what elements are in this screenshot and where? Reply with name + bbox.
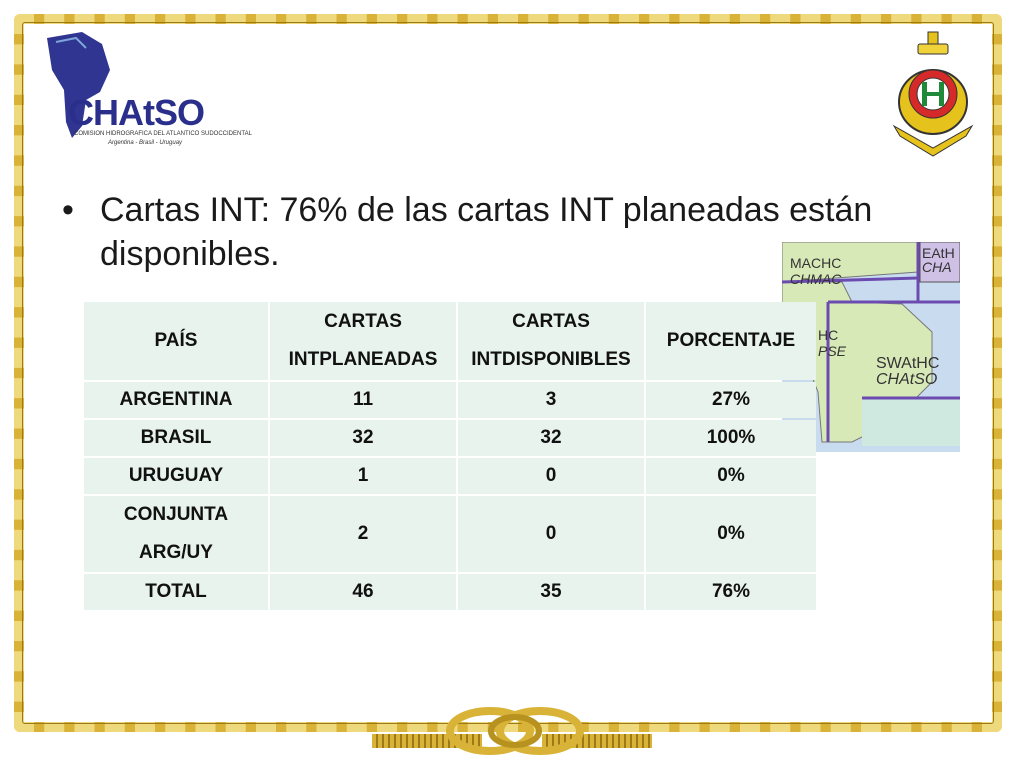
header-porcentaje: PORCENTAJE <box>646 302 816 380</box>
cell-porcentaje: 0% <box>646 458 816 494</box>
cell-planeadas: 11 <box>270 382 456 418</box>
map-label-cha: CHA <box>922 259 952 275</box>
cell-disponibles: 0 <box>458 496 644 572</box>
logo-countries: Argentina - Brasil - Uruguay <box>108 140 183 146</box>
header-planeadas: CARTAS INTPLANEADAS <box>270 302 456 380</box>
rope-knot-icon <box>440 704 590 758</box>
map-label-pse: PSE <box>818 343 847 359</box>
cell-porcentaje: 27% <box>646 382 816 418</box>
map-label-chatso: CHAtSO <box>876 371 938 388</box>
ihb-emblem <box>888 30 978 158</box>
map-label-eath: EAtH <box>922 245 955 261</box>
cell-disponibles: 0 <box>458 458 644 494</box>
cell-pais: TOTAL <box>84 574 268 610</box>
cell-pais: CONJUNTA ARG/UY <box>84 496 268 572</box>
header-pais: PAÍS <box>84 302 268 380</box>
cell-pais: URUGUAY <box>84 458 268 494</box>
cell-porcentaje: 76% <box>646 574 816 610</box>
cell-planeadas: 46 <box>270 574 456 610</box>
table-row <box>84 458 816 494</box>
bullet-dot-icon: • <box>62 191 74 229</box>
logo-subtitle: COMISION HIDROGRAFICA DEL ATLANTICO SUDOCCIDENTAL <box>74 131 252 137</box>
anchor-emblem-icon <box>888 30 978 158</box>
logo-name: CHAtSO <box>68 92 204 133</box>
cell-planeadas: 1 <box>270 458 456 494</box>
chatso-logo <box>42 30 252 150</box>
cell-disponibles: 35 <box>458 574 644 610</box>
cell-pais: BRASIL <box>84 420 268 456</box>
map-label-chmac: CHMAC <box>790 271 842 287</box>
cell-porcentaje: 100% <box>646 420 816 456</box>
cartas-int-table <box>82 300 818 612</box>
cell-pais: ARGENTINA <box>84 382 268 418</box>
cell-planeadas: 2 <box>270 496 456 572</box>
bullet-text: Cartas INT: 76% de las cartas INT planeadas están disponibles. <box>100 191 873 273</box>
cell-porcentaje: 0% <box>646 496 816 572</box>
table-row <box>84 382 816 418</box>
map-label-machc: MACHC <box>790 255 842 271</box>
table-row <box>84 496 816 572</box>
table-row <box>84 420 816 456</box>
table-row-total <box>84 574 816 610</box>
map-label-swathc: SWAtHC <box>876 355 940 372</box>
table-header-row <box>84 302 816 380</box>
cell-planeadas: 32 <box>270 420 456 456</box>
header-disponibles: CARTAS INTDISPONIBLES <box>458 302 644 380</box>
map-label-hc: HC <box>818 327 839 343</box>
cell-disponibles: 32 <box>458 420 644 456</box>
cell-disponibles: 3 <box>458 382 644 418</box>
